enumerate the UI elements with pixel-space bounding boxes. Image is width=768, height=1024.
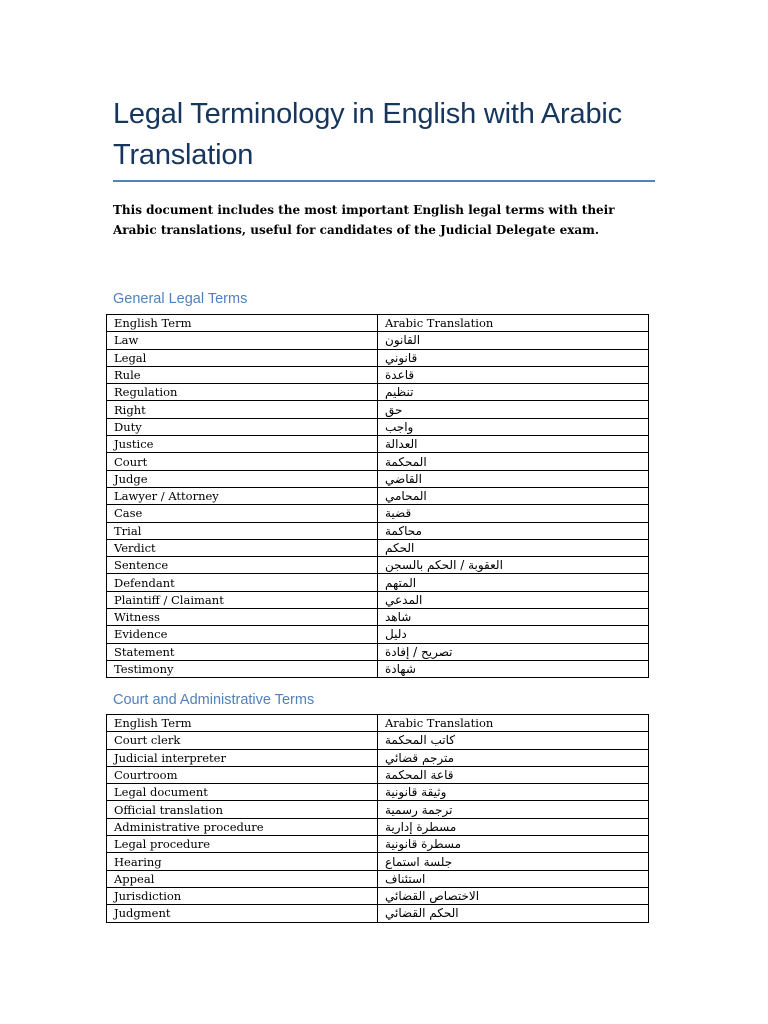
english-term-cell bbox=[107, 643, 378, 660]
table-row bbox=[107, 801, 649, 818]
cell-text: Legal procedure bbox=[114, 837, 211, 852]
table-row bbox=[107, 522, 649, 539]
english-term-cell bbox=[107, 522, 378, 539]
arabic-translation-cell bbox=[378, 366, 649, 383]
arabic-translation-cell bbox=[378, 749, 649, 766]
header-english-term bbox=[107, 315, 378, 332]
cell-text: القاضي bbox=[385, 471, 422, 486]
english-term-cell bbox=[107, 749, 378, 766]
english-term-cell bbox=[107, 905, 378, 922]
cell-text: تصريح / إفادة bbox=[385, 644, 453, 659]
arabic-translation-cell bbox=[378, 487, 649, 504]
cell-text: شهادة bbox=[385, 662, 416, 677]
cell-text: English Term bbox=[114, 716, 192, 731]
english-term-cell bbox=[107, 557, 378, 574]
arabic-translation-cell bbox=[378, 801, 649, 818]
arabic-translation-cell bbox=[378, 660, 649, 677]
english-term-cell bbox=[107, 418, 378, 435]
english-term-cell bbox=[107, 609, 378, 626]
cell-text: المتهم bbox=[385, 575, 417, 590]
english-term-cell bbox=[107, 870, 378, 887]
table-row bbox=[107, 349, 649, 366]
table-row bbox=[107, 366, 649, 383]
cell-text: شاهد bbox=[385, 610, 412, 625]
cell-text: English Term bbox=[114, 316, 192, 331]
cell-text: Trial bbox=[114, 523, 142, 538]
english-term-cell bbox=[107, 505, 378, 522]
cell-text: Legal document bbox=[114, 785, 208, 800]
english-term-cell bbox=[107, 766, 378, 783]
english-term-cell bbox=[107, 853, 378, 870]
cell-text: وثيقة قانونية bbox=[385, 785, 447, 800]
arabic-translation-cell bbox=[378, 332, 649, 349]
cell-text: Regulation bbox=[114, 385, 178, 400]
english-term-cell bbox=[107, 349, 378, 366]
english-term-cell bbox=[107, 539, 378, 556]
cell-text: Jurisdiction bbox=[114, 889, 182, 904]
table-row bbox=[107, 557, 649, 574]
arabic-translation-cell bbox=[378, 453, 649, 470]
cell-text: المحامي bbox=[385, 489, 427, 504]
english-term-cell bbox=[107, 591, 378, 608]
header-arabic-translation bbox=[378, 315, 649, 332]
table-header-row bbox=[107, 315, 649, 332]
cell-text: Verdict bbox=[114, 541, 156, 555]
header-english-term bbox=[107, 715, 378, 732]
english-term-cell bbox=[107, 784, 378, 801]
table-row bbox=[107, 453, 649, 470]
table-row bbox=[107, 418, 649, 435]
cell-text: الحكم القضائي bbox=[385, 906, 459, 921]
cell-text: Witness bbox=[114, 610, 160, 625]
english-term-cell bbox=[107, 401, 378, 418]
cell-text: Courtroom bbox=[114, 768, 178, 783]
table-row bbox=[107, 505, 649, 522]
arabic-translation-cell bbox=[378, 887, 649, 904]
table-row bbox=[107, 887, 649, 904]
cell-text: واجب bbox=[385, 419, 414, 434]
english-term-cell bbox=[107, 801, 378, 818]
cell-text: ترجمة رسمية bbox=[385, 802, 453, 817]
cell-text: Case bbox=[114, 506, 143, 521]
arabic-translation-cell bbox=[378, 870, 649, 887]
arabic-translation-cell bbox=[378, 470, 649, 487]
cell-text: Testimony bbox=[114, 662, 174, 677]
arabic-translation-cell bbox=[378, 591, 649, 608]
cell-text: Arabic Translation bbox=[385, 716, 494, 731]
arabic-translation-cell bbox=[378, 574, 649, 591]
english-term-cell bbox=[107, 366, 378, 383]
english-term-cell bbox=[107, 660, 378, 677]
table-row bbox=[107, 626, 649, 643]
cell-text: قضية bbox=[385, 506, 412, 521]
english-term-cell bbox=[107, 332, 378, 349]
cell-text: الحكم bbox=[385, 541, 415, 555]
cell-text: مترجم قضائي bbox=[385, 750, 455, 765]
cell-text: العقوبة / الحكم بالسجن bbox=[385, 558, 503, 573]
cell-text: القانون bbox=[385, 333, 421, 348]
arabic-translation-cell bbox=[378, 905, 649, 922]
arabic-translation-cell bbox=[378, 557, 649, 574]
cell-text: Right bbox=[114, 402, 146, 417]
english-term-cell bbox=[107, 470, 378, 487]
cell-text: مسطرة قانونية bbox=[385, 837, 462, 852]
cell-text: Judicial interpreter bbox=[114, 750, 226, 765]
table-row bbox=[107, 332, 649, 349]
english-term-cell bbox=[107, 453, 378, 470]
arabic-translation-cell bbox=[378, 836, 649, 853]
arabic-translation-cell bbox=[378, 766, 649, 783]
cell-text: قاعدة bbox=[385, 368, 415, 383]
arabic-translation-cell bbox=[378, 418, 649, 435]
english-term-cell bbox=[107, 887, 378, 904]
cell-text: Law bbox=[114, 333, 139, 348]
cell-text: Hearing bbox=[114, 854, 162, 869]
english-term-cell bbox=[107, 487, 378, 504]
section-heading-court: Court and Administrative Terms bbox=[113, 692, 315, 708]
table-row bbox=[107, 853, 649, 870]
intro-paragraph: This document includes the most important English legal terms with their Arabic translations, useful for candidates of the Judicial Delegate exam. bbox=[113, 203, 615, 237]
table-row bbox=[107, 487, 649, 504]
cell-text: Legal bbox=[114, 350, 147, 365]
cell-text: العدالة bbox=[385, 437, 418, 452]
table-row bbox=[107, 609, 649, 626]
table-header-row bbox=[107, 715, 649, 732]
table-row bbox=[107, 574, 649, 591]
english-term-cell bbox=[107, 836, 378, 853]
table-row bbox=[107, 870, 649, 887]
arabic-translation-cell bbox=[378, 401, 649, 418]
arabic-translation-cell bbox=[378, 349, 649, 366]
cell-text: استئناف bbox=[385, 871, 426, 886]
table-row bbox=[107, 905, 649, 922]
arabic-translation-cell bbox=[378, 643, 649, 660]
cell-text: Judgment bbox=[114, 906, 171, 921]
table-row bbox=[107, 784, 649, 801]
title-divider bbox=[113, 180, 655, 182]
cell-text: دليل bbox=[385, 627, 407, 642]
cell-text: Evidence bbox=[114, 627, 168, 642]
cell-text: Plaintiff / Claimant bbox=[114, 592, 224, 607]
arabic-translation-cell bbox=[378, 384, 649, 401]
cell-text: Administrative procedure bbox=[114, 819, 264, 834]
english-term-cell bbox=[107, 626, 378, 643]
cell-text: محاكمة bbox=[385, 523, 422, 538]
cell-text: المحكمة bbox=[385, 454, 427, 469]
arabic-translation-cell bbox=[378, 505, 649, 522]
cell-text: Court bbox=[114, 454, 148, 469]
arabic-translation-cell bbox=[378, 539, 649, 556]
cell-text: Duty bbox=[114, 419, 142, 434]
arabic-translation-cell bbox=[378, 522, 649, 539]
table-row bbox=[107, 401, 649, 418]
document-title: Legal Terminology in English with Arabic Translation bbox=[113, 98, 622, 171]
cell-text: Defendant bbox=[114, 575, 175, 590]
arabic-translation-cell bbox=[378, 436, 649, 453]
table-row bbox=[107, 470, 649, 487]
cell-text: حق bbox=[385, 402, 403, 417]
cell-text: Official translation bbox=[114, 802, 224, 817]
table-row bbox=[107, 384, 649, 401]
table-row bbox=[107, 836, 649, 853]
english-term-cell bbox=[107, 732, 378, 749]
arabic-translation-cell bbox=[378, 853, 649, 870]
english-term-cell bbox=[107, 384, 378, 401]
cell-text: Appeal bbox=[114, 871, 155, 886]
table-row bbox=[107, 643, 649, 660]
cell-text: Court clerk bbox=[114, 733, 181, 748]
table-row bbox=[107, 749, 649, 766]
cell-text: الاختصاص القضائي bbox=[385, 889, 480, 904]
cell-text: جلسة استماع bbox=[385, 854, 453, 869]
table-row bbox=[107, 766, 649, 783]
table-row bbox=[107, 436, 649, 453]
english-term-cell bbox=[107, 436, 378, 453]
cell-text: Sentence bbox=[114, 558, 169, 573]
cell-text: قانوني bbox=[385, 350, 418, 365]
table-general-terms bbox=[106, 314, 649, 678]
cell-text: كاتب المحكمة bbox=[385, 733, 455, 748]
cell-text: مسطرة إدارية bbox=[385, 819, 457, 834]
cell-text: Statement bbox=[114, 644, 175, 659]
section-heading-general: General Legal Terms bbox=[113, 291, 248, 307]
cell-text: Justice bbox=[114, 437, 154, 452]
cell-text: Rule bbox=[114, 368, 141, 383]
cell-text: قاعة المحكمة bbox=[385, 768, 454, 783]
arabic-translation-cell bbox=[378, 784, 649, 801]
cell-text: المدعي bbox=[385, 592, 423, 607]
table-row bbox=[107, 818, 649, 835]
arabic-translation-cell bbox=[378, 626, 649, 643]
arabic-translation-cell bbox=[378, 818, 649, 835]
cell-text: تنظيم bbox=[385, 385, 414, 400]
english-term-cell bbox=[107, 574, 378, 591]
table-court-terms bbox=[106, 714, 649, 923]
arabic-translation-cell bbox=[378, 732, 649, 749]
cell-text: Lawyer / Attorney bbox=[114, 489, 219, 504]
cell-text: Arabic Translation bbox=[385, 316, 494, 331]
english-term-cell bbox=[107, 818, 378, 835]
table-row bbox=[107, 591, 649, 608]
arabic-translation-cell bbox=[378, 609, 649, 626]
table-row bbox=[107, 732, 649, 749]
cell-text: Judge bbox=[114, 471, 148, 486]
table-row bbox=[107, 660, 649, 677]
header-arabic-translation bbox=[378, 715, 649, 732]
table-row bbox=[107, 539, 649, 556]
